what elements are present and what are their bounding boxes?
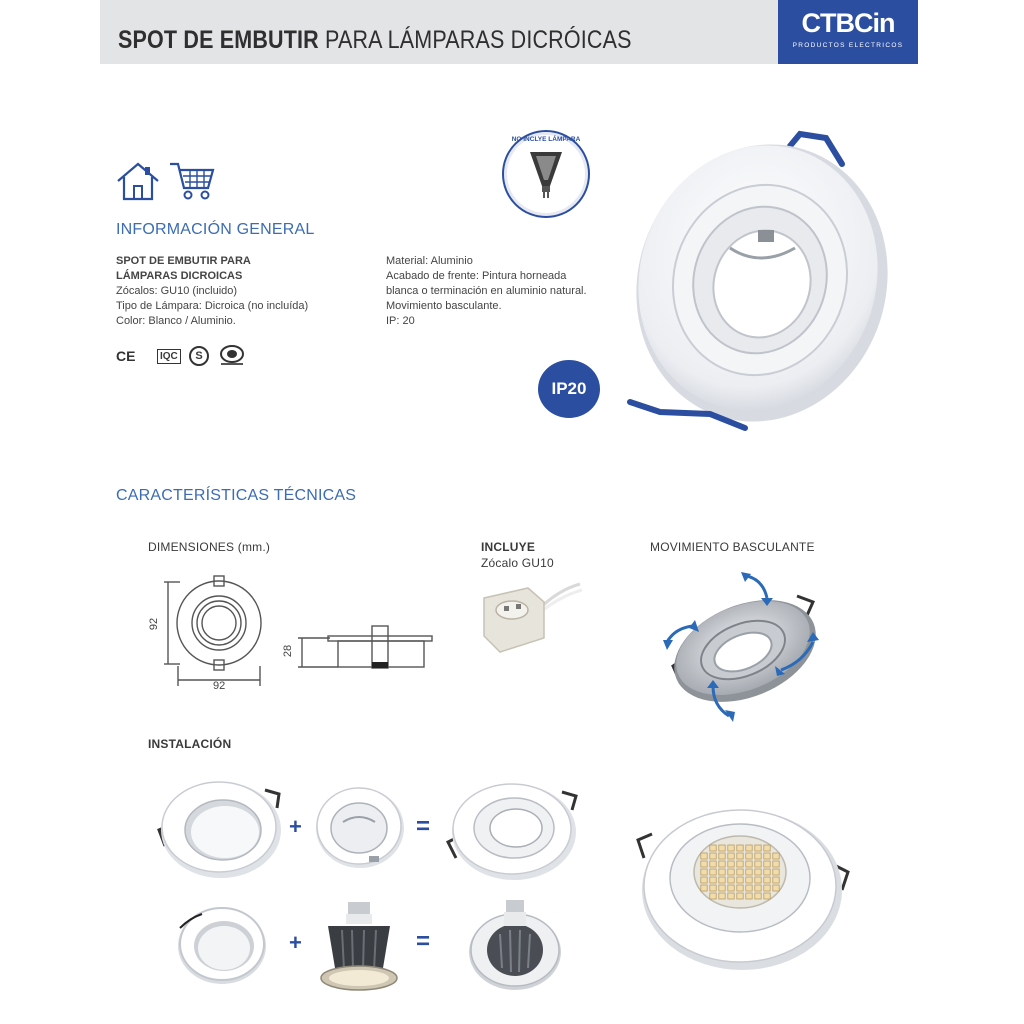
spec-line: Movimiento basculante. — [386, 300, 502, 312]
spec-line: Zócalos: GU10 (incluido) — [116, 285, 238, 297]
led-chip — [710, 893, 716, 899]
shopping-cart-icon — [168, 160, 216, 202]
logo-subtitle: PRODUCTOS ELECTRICOS — [792, 42, 904, 49]
led-chip — [755, 893, 761, 899]
spec-line: Tipo de Lámpara: Dicroica (no incluída) — [116, 300, 309, 312]
led-chip — [764, 877, 770, 883]
led-chip — [773, 869, 779, 875]
equals-sign: = — [416, 928, 431, 955]
ce-mark: CE — [116, 348, 136, 364]
installed-spot-image — [630, 800, 854, 976]
led-chip — [737, 861, 743, 867]
plus-sign: + — [289, 930, 302, 955]
led-chip — [710, 869, 716, 875]
gu10-socket-image — [478, 580, 584, 660]
safety-seal-icon — [219, 345, 245, 367]
install-outer-frame-image — [153, 774, 287, 886]
led-chip — [737, 869, 743, 875]
tech-heading: CARACTERÍSTICAS TÉCNICAS — [116, 487, 357, 504]
logo-text: CTBCin — [801, 8, 895, 38]
no-lamp-badge — [502, 130, 590, 218]
s-mark: S — [189, 346, 209, 366]
page-title — [118, 26, 632, 55]
led-chip — [737, 877, 743, 883]
led-chip — [737, 893, 743, 899]
title-bold: SPOT DE EMBUTIR — [118, 26, 319, 54]
led-chip — [710, 853, 716, 859]
iqc-mark: IQC — [157, 349, 181, 364]
general-info-heading: INFORMACIÓN GENERAL — [116, 221, 315, 238]
led-chip — [773, 877, 779, 883]
led-chip — [719, 893, 725, 899]
general-left-text — [116, 254, 308, 329]
led-chip — [701, 877, 707, 883]
dimensions-drawing — [150, 574, 440, 694]
led-chip — [710, 877, 716, 883]
led-chip — [764, 853, 770, 859]
led-chip — [728, 877, 734, 883]
ip-rating-badge: IP20 — [538, 360, 600, 418]
install-frame-side-image — [172, 900, 272, 994]
dim-height-label: 92 — [148, 617, 161, 631]
no-lamp-text: NO INCLYE LÁMPARA — [511, 136, 581, 143]
led-chip — [701, 853, 707, 859]
spec-line: Material: Aluminio — [386, 255, 473, 267]
spec-line: Color: Blanco / Aluminio. — [116, 315, 236, 327]
led-chip — [728, 893, 734, 899]
dimensions-label: DIMENSIONES (mm.) — [148, 540, 271, 554]
brand-logo — [778, 0, 918, 64]
led-chip — [746, 877, 752, 883]
equals-sign: = — [416, 813, 431, 840]
general-right-text — [386, 254, 587, 329]
install-led-lamp-image — [318, 900, 400, 992]
spec-line: SPOT DE EMBUTIR PARA — [116, 255, 251, 267]
led-chip — [773, 885, 779, 891]
led-chip — [764, 861, 770, 867]
movement-label: MOVIMIENTO BASCULANTE — [650, 540, 815, 554]
led-chip — [764, 893, 770, 899]
led-chip — [755, 853, 761, 859]
install-assembled-image — [444, 778, 580, 884]
led-chip — [719, 853, 725, 859]
led-chip — [737, 853, 743, 859]
spec-line: IP: 20 — [386, 315, 415, 327]
spec-line: Acabado de frente: Pintura horneada — [386, 270, 567, 282]
led-chip — [728, 869, 734, 875]
led-chip — [710, 845, 716, 851]
led-chip — [755, 885, 761, 891]
title-rest: PARA LÁMPARAS DICRÓICAS — [318, 26, 632, 54]
led-chip — [773, 861, 779, 867]
led-chip — [719, 885, 725, 891]
led-chip — [719, 869, 725, 875]
led-chip — [755, 869, 761, 875]
led-chip — [746, 885, 752, 891]
led-chip — [755, 877, 761, 883]
install-final-side-image — [466, 894, 564, 994]
includes-item: Zócalo GU10 — [481, 556, 554, 570]
led-chip — [746, 893, 752, 899]
led-chip — [701, 885, 707, 891]
led-chip — [746, 869, 752, 875]
led-chip — [773, 853, 779, 859]
led-chip — [746, 845, 752, 851]
dichroic-lamp-icon — [528, 150, 564, 200]
product-main-image — [620, 128, 890, 438]
installation-heading: INSTALACIÓN — [148, 737, 232, 751]
led-chip — [737, 845, 743, 851]
led-chip — [719, 845, 725, 851]
led-chip — [719, 877, 725, 883]
spec-line: blanca o terminación en aluminio natural. — [386, 285, 587, 297]
led-chip — [737, 885, 743, 891]
dim-depth-label: 28 — [282, 644, 295, 658]
led-chip — [764, 885, 770, 891]
led-chip — [728, 853, 734, 859]
led-chip — [710, 885, 716, 891]
spec-line: LÁMPARAS DICROICAS — [116, 270, 243, 282]
plus-sign: + — [289, 814, 302, 839]
led-chip — [710, 861, 716, 867]
led-chip — [728, 861, 734, 867]
led-chip — [728, 885, 734, 891]
led-chip — [746, 861, 752, 867]
dim-width-label: 92 — [213, 680, 226, 692]
led-chip — [755, 845, 761, 851]
includes-label: INCLUYE — [481, 540, 536, 554]
led-chip — [719, 861, 725, 867]
home-icon — [115, 160, 161, 202]
led-chip — [746, 853, 752, 859]
led-chip — [755, 861, 761, 867]
led-chip — [701, 869, 707, 875]
led-chip — [764, 845, 770, 851]
led-chip — [728, 845, 734, 851]
led-chip — [764, 869, 770, 875]
install-inner-ring-image — [313, 784, 407, 870]
led-chip — [701, 861, 707, 867]
tilt-movement-image — [655, 566, 830, 728]
